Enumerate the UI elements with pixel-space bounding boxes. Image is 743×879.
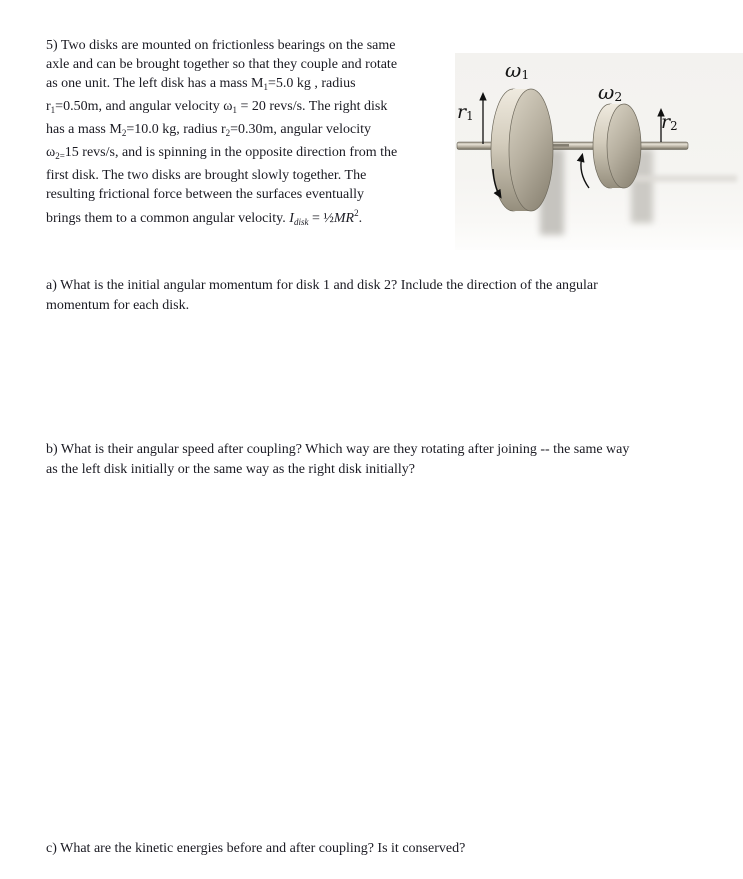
right-rotation-arrow bbox=[581, 156, 589, 188]
omega2-label: $\omega_2$ bbox=[598, 80, 623, 105]
r1-label: $r_1$ bbox=[457, 101, 474, 124]
r2-label: $r_2$ bbox=[661, 111, 678, 134]
right-disk bbox=[593, 104, 641, 188]
question-a: a) What is the initial angular momentum for disk 1 and disk 2? Include the direction of the angular momentum for each disk. bbox=[46, 278, 598, 313]
disk-figure bbox=[455, 53, 743, 250]
question-b: b) What is their angular speed after coupling? Which way are they rotating after joining -- the same way as the left disk initially or the same way as the right disk initially? bbox=[46, 442, 630, 477]
question-c: c) What are the kinetic energies before and after coupling? Is it conserved? bbox=[46, 841, 466, 856]
left-disk bbox=[491, 89, 553, 211]
omega1-label: $\omega_1$ bbox=[505, 58, 530, 83]
problem-statement: 5) Two disks are mounted on frictionless bearings on the same axle and can be brought together so that they couple and rotate as one unit. The left disk has a mass $M_1=5.0$ kg , radius $r_1=0.50m$, and angular velocity $\omega_1 = 20$ revs/s. The right disk has a mass $M_2=10.0$ kg, radius $r_2=0.30m$, angular velocity $\omega_{2=}15$ revs/s, and is spinning in the opposite direction from the first disk. The two disks are brought slowly together. The resulting frictional force between the surfaces eventually brings them to a common angular velocity. $I_{disk}$ = $\frac{1}{2}MR^2$. bbox=[46, 38, 398, 227]
